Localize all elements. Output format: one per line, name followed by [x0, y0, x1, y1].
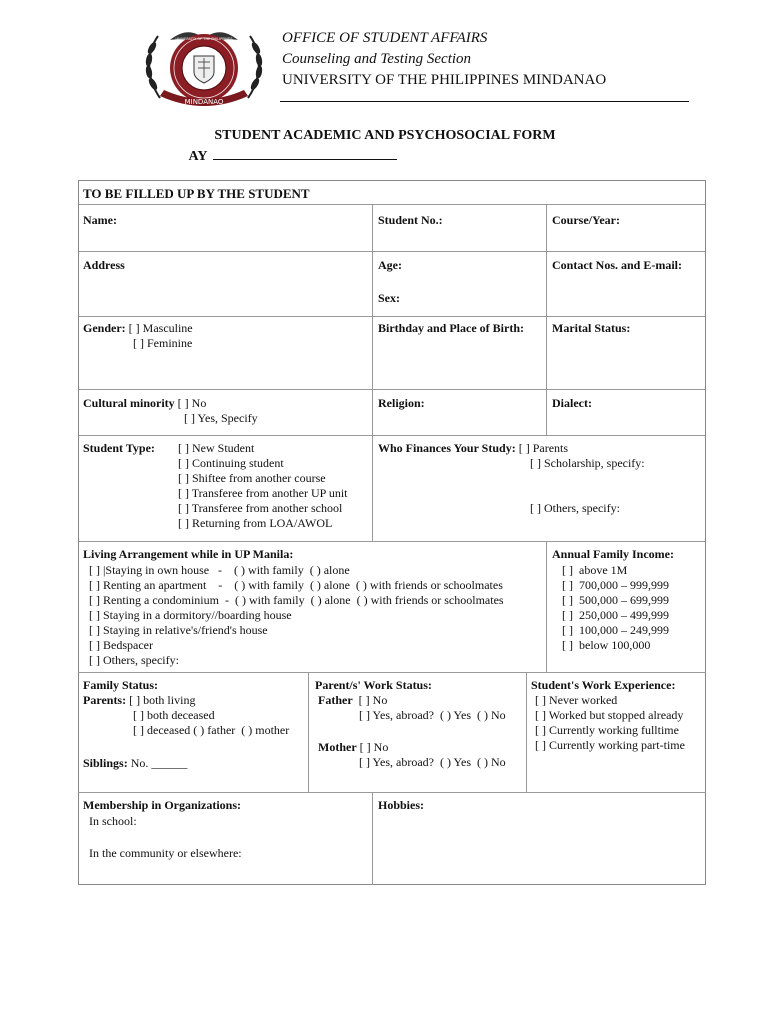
cultural-minority-group: [83, 396, 206, 411]
mother-option-yes[interactable]: [ ] Yes, abroad? ( ) Yes ( ) No: [359, 755, 506, 769]
father-label: Father: [318, 693, 353, 707]
in-community-field[interactable]: In the community or elsewhere:: [89, 846, 242, 860]
form-title: STUDENT ACADEMIC AND PSYCHOSOCIAL FORM: [214, 128, 556, 143]
in-school-field[interactable]: In school:: [89, 814, 137, 828]
gender-option-masculine[interactable]: [ ] Masculine: [125, 321, 193, 335]
gender-label: Gender:: [83, 321, 126, 335]
siblings-group: [83, 756, 187, 771]
living-option[interactable]: [ ] |Staying in own house - ( ) with family ( ) alone: [89, 563, 350, 577]
cultural-option-no[interactable]: [ ] No: [174, 396, 207, 410]
finance-group: [378, 441, 568, 456]
income-option[interactable]: [ ] 100,000 – 249,999: [562, 623, 669, 637]
row-divider: [78, 316, 706, 317]
finance-option-parents[interactable]: [ ] Parents: [515, 441, 569, 455]
col-divider: [546, 541, 547, 672]
mother-label: Mother: [318, 740, 357, 754]
living-option[interactable]: [ ] Others, specify:: [89, 653, 179, 667]
row-divider: [78, 672, 706, 673]
row-divider: [78, 541, 706, 542]
university-seal-logo: [140, 18, 268, 110]
ay-label: AY: [188, 149, 208, 164]
finance-option-scholarship[interactable]: [ ] Scholarship, specify:: [530, 456, 645, 470]
income-option[interactable]: [ ] 700,000 – 999,999: [562, 578, 669, 592]
marital-status-field[interactable]: Marital Status:: [552, 321, 631, 335]
svg-text:MINDANAO: MINDANAO: [184, 98, 224, 106]
student-work-label: Student's Work Experience:: [531, 678, 676, 692]
gender-option-feminine[interactable]: [ ] Feminine: [133, 336, 193, 350]
section-title: TO BE FILLED UP BY THE STUDENT: [83, 186, 310, 201]
income-option[interactable]: [ ] 500,000 – 699,999: [562, 593, 669, 607]
student-type-option[interactable]: [ ] Transferee from another UP unit: [178, 486, 348, 500]
col-divider: [308, 672, 309, 792]
income-label: Annual Family Income:: [552, 547, 675, 561]
father-option-no[interactable]: [ ] No: [352, 693, 388, 707]
student-type-option[interactable]: [ ] Continuing student: [178, 456, 284, 470]
parents-work-status-label: Parent/s' Work Status:: [315, 678, 432, 692]
section-name: Counseling and Testing Section: [282, 51, 472, 67]
svg-text:UNIVERSITY OF THE PHILIPPINES: UNIVERSITY OF THE PHILIPPINES: [175, 37, 233, 41]
form-table: [78, 180, 706, 885]
age-field[interactable]: Age:: [378, 258, 402, 272]
living-option[interactable]: [ ] Renting an apartment - ( ) with family ( ) alone ( ) with friends or schoolmates: [89, 578, 503, 592]
parents-option[interactable]: [ ] deceased ( ) father ( ) mother: [133, 723, 290, 737]
hobbies-field[interactable]: Hobbies:: [378, 798, 425, 812]
student-type-option[interactable]: [ ] Returning from LOA/AWOL: [178, 516, 333, 530]
parents-label: Parents:: [83, 693, 127, 707]
col-divider: [372, 792, 373, 885]
family-status-label: Family Status:: [83, 678, 158, 692]
row-divider: [78, 435, 706, 436]
finance-option-others[interactable]: [ ] Others, specify:: [530, 501, 620, 515]
office-name: OFFICE OF STUDENT AFFAIRS: [282, 30, 488, 46]
student-type-label: Student Type:: [83, 441, 155, 455]
address-field[interactable]: Address: [83, 258, 125, 272]
col-divider: [372, 204, 373, 542]
university-name: UNIVERSITY OF THE PHILIPPINES MINDANAO: [282, 72, 607, 88]
student-no-field[interactable]: Student No.:: [378, 213, 443, 227]
cultural-option-yes[interactable]: [ ] Yes, Specify: [184, 411, 258, 425]
contact-field[interactable]: Contact Nos. and E-mail:: [552, 258, 683, 272]
income-option[interactable]: [ ] 250,000 – 499,999: [562, 608, 669, 622]
living-option[interactable]: [ ] Staying in a dormitory//boarding house: [89, 608, 292, 622]
parents-group: [83, 693, 195, 708]
gender-group: [83, 321, 193, 336]
cultural-minority-label: Cultural minority: [83, 396, 175, 410]
row-divider: [78, 251, 706, 252]
siblings-input[interactable]: No. ______: [127, 756, 188, 770]
father-group: [318, 693, 387, 708]
income-option[interactable]: [ ] below 100,000: [562, 638, 651, 652]
father-option-yes[interactable]: [ ] Yes, abroad? ( ) Yes ( ) No: [359, 708, 506, 722]
student-type-option[interactable]: [ ] Shiftee from another course: [178, 471, 326, 485]
living-option[interactable]: [ ] Staying in relative's/friend's house: [89, 623, 268, 637]
living-option[interactable]: [ ] Renting a condominium - ( ) with family ( ) alone ( ) with friends or schoolmates: [89, 593, 504, 607]
parents-option[interactable]: [ ] both living: [126, 693, 196, 707]
student-work-option[interactable]: [ ] Never worked: [535, 693, 618, 707]
col-divider: [546, 204, 547, 435]
living-option[interactable]: [ ] Bedspacer: [89, 638, 153, 652]
student-work-option[interactable]: [ ] Currently working fulltime: [535, 723, 679, 737]
ay-input-line[interactable]: [213, 146, 397, 160]
mother-option-no[interactable]: [ ] No: [356, 740, 389, 754]
income-option[interactable]: [ ] above 1M: [562, 563, 628, 577]
col-divider: [526, 672, 527, 792]
mother-group: [318, 740, 388, 755]
academic-year: [0, 146, 678, 165]
finance-label: Who Finances Your Study:: [378, 441, 516, 455]
living-arrangement-label: Living Arrangement while in UP Manila:: [83, 547, 294, 561]
birthday-field[interactable]: Birthday and Place of Birth:: [378, 321, 524, 335]
religion-field[interactable]: Religion:: [378, 396, 425, 410]
name-field[interactable]: Name:: [83, 213, 117, 227]
parents-option[interactable]: [ ] both deceased: [133, 708, 215, 722]
student-type-option[interactable]: [ ] Transferee from another school: [178, 501, 343, 515]
course-year-field[interactable]: Course/Year:: [552, 213, 620, 227]
row-divider: [78, 792, 706, 793]
row-divider: [78, 204, 706, 205]
header-rule: [280, 101, 689, 102]
siblings-label: Siblings:: [83, 756, 128, 770]
student-type-option[interactable]: [ ] New Student: [178, 441, 255, 455]
sex-field[interactable]: Sex:: [378, 291, 400, 305]
dialect-field[interactable]: Dialect:: [552, 396, 592, 410]
student-work-option[interactable]: [ ] Currently working part-time: [535, 738, 685, 752]
membership-label: Membership in Organizations:: [83, 798, 241, 812]
row-divider: [78, 389, 706, 390]
student-work-option[interactable]: [ ] Worked but stopped already: [535, 708, 684, 722]
